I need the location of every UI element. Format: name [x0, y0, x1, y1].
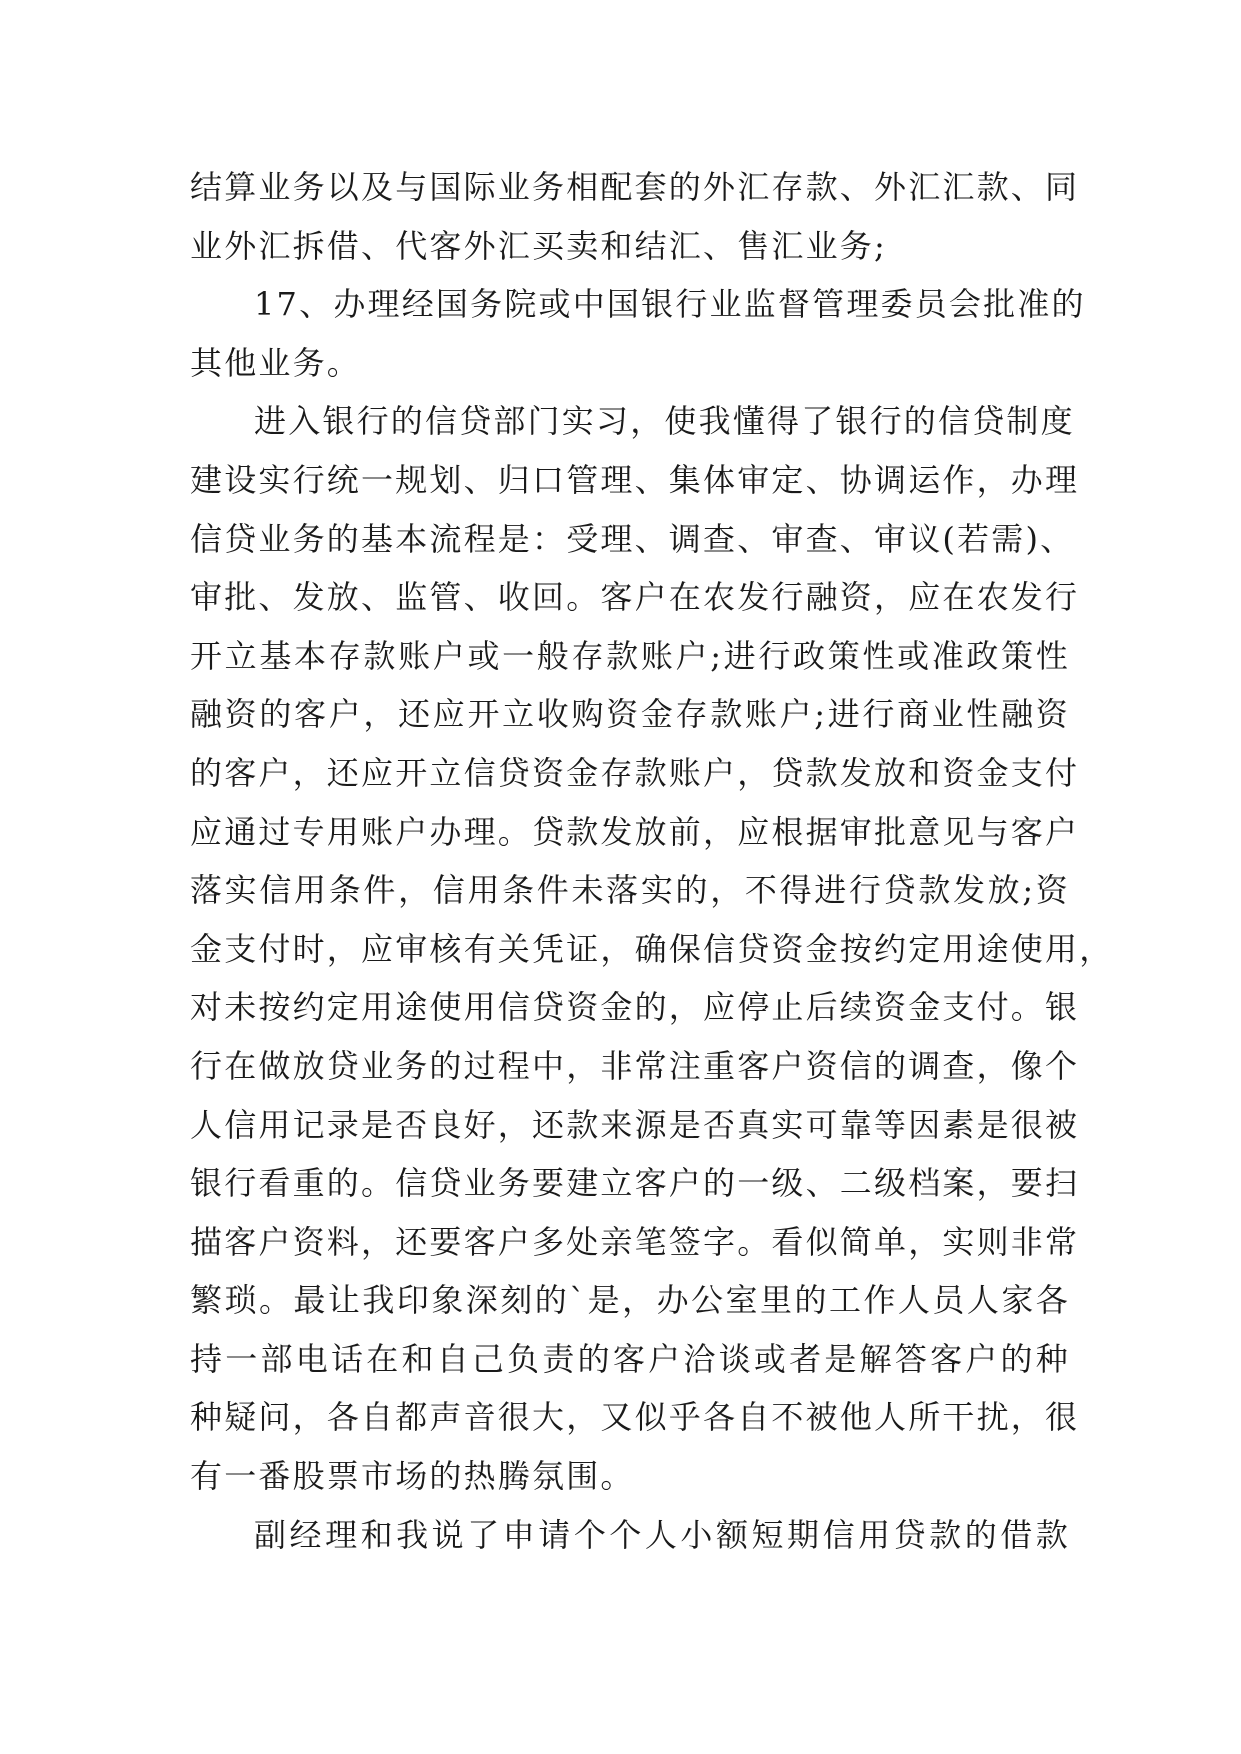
text-line: 审批、发放、监管、收回。客户在农发行融资，应在农发行 — [190, 578, 1080, 617]
text-line: 建设实行统一规划、归口管理、集体审定、协调运作，办理 — [190, 460, 1080, 499]
text-line: 的客户，还应开立信贷资金存款账户，贷款发放和资金支付 — [190, 753, 1080, 792]
text-line: 业外汇拆借、代客外汇买卖和结汇、售汇业务; — [190, 226, 887, 265]
text-line: 行在做放贷业务的过程中，非常注重客户资信的调查，像个 — [190, 1046, 1080, 1085]
text-line: 人信用记录是否良好，还款来源是否真实可靠等因素是很被 — [190, 1105, 1080, 1144]
text-line: 对未按约定用途使用信贷资金的，应停止后续资金支付。银 — [190, 988, 1080, 1027]
text-line: 持一部电话在和自己负责的客户洽谈或者是解答客户的种 — [190, 1339, 1070, 1378]
text-line: 其他业务。 — [190, 343, 362, 382]
text-line: 种疑问，各自都声音很大，又似乎各自不被他人所干扰，很 — [190, 1398, 1080, 1437]
paragraph-p1 — [190, 158, 1080, 275]
text-line: 繁琐。最让我印象深刻的`是，办公室里的工作人员人家各 — [190, 1281, 1070, 1320]
text-line: 开立基本存款账户或一般存款账户;进行政策性或准政策性 — [190, 636, 1070, 675]
text-line: 结算业务以及与国际业务相配套的外汇存款、外汇汇款、同 — [190, 168, 1080, 206]
paragraph-p3 — [190, 392, 1114, 1505]
text-line: 银行看重的。信贷业务要建立客户的一级、二级档案，要扫 — [190, 1164, 1080, 1203]
text-line: 17、办理经国务院或中国银行业监督管理委员会批准的 — [254, 285, 1086, 324]
text-line: 落实信用条件，信用条件未落实的，不得进行贷款发放;资 — [190, 871, 1070, 910]
text-line: 金支付时，应审核有关凭证，确保信贷资金按约定用途使用， — [190, 929, 1114, 968]
text-line: 描客户资料，还要客户多处亲笔签字。看似简单，实则非常 — [190, 1222, 1080, 1261]
text-line: 融资的客户，还应开立收购资金存款账户;进行商业性融资 — [190, 695, 1070, 734]
text-line: 副经理和我说了申请个个人小额短期信用贷款的借款 — [254, 1515, 1070, 1554]
text-line: 应通过专用账户办理。贷款发放前，应根据审批意见与客户 — [190, 812, 1080, 851]
text-line: 进入银行的信贷部门实习，使我懂得了银行的信贷制度 — [254, 402, 1075, 441]
paragraph-p4 — [190, 1506, 1070, 1565]
paragraph-p2 — [190, 275, 1086, 392]
text-line: 有一番股票市场的热腾氛围。 — [190, 1457, 635, 1496]
text-line: 信贷业务的基本流程是：受理、调查、审查、审议(若需)、 — [190, 519, 1075, 558]
document-body — [190, 158, 1114, 1564]
